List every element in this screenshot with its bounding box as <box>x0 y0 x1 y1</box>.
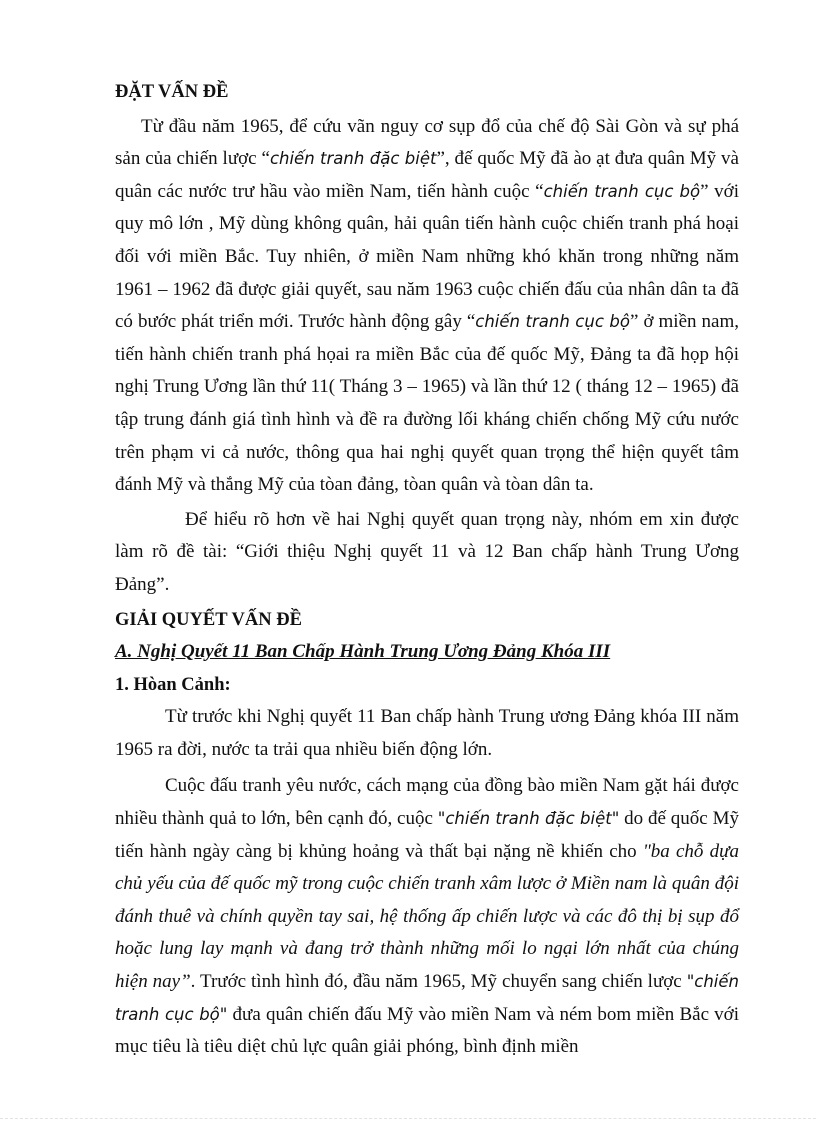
italic-quote: "ba chỗ dựa chủ yếu của đế quốc mỹ trong cuộc chiến tranh xâm lược ở Miền nam là quân đội đánh thuê và chính quyền tay sai, hệ thống ấp chiến lược và các đô thị bị sụp đổ hoặc lung lay mạnh và đang trở thành những mối lo ngại lớn nhất của chúng hiện nay” <box>115 840 739 993</box>
heading-solution: GIẢI QUYẾT VẤN ĐỀ <box>115 609 302 630</box>
italic-term: chiến tranh đặc biệt <box>269 149 437 169</box>
paragraph-context-1: Từ trước khi Nghị quyết 11 Ban chấp hành Trung ương Đảng khóa III năm 1965 ra đời, nước ta trải qua nhiều biến động lớn. <box>115 706 739 760</box>
text-run: ” với quy mô lớn , Mỹ dùng không quân, hải quân tiến hành cuộc chiến tranh phá hoại đối với miền Bắc. Tuy nhiên, ở miền Nam những khó khăn trong những năm 1961 – 1962 đã được giải quyết, sau năm 1963 cuộc chiến đấu của nhân dân ta đã có bước phát triển mới. Trước hành động gây “ <box>115 180 740 333</box>
page-bottom-border <box>0 1118 816 1119</box>
text-run: ” ở miền nam, tiến hành chiến tranh phá họai ra miền Bắc của đế quốc Mỹ, Đảng ta đã họp hội nghị Trung Ương lần thứ 11( Tháng 3 – 1965) và lần thứ 12 ( tháng 12 – 1965) đã tập trung đánh giá tình hình và đề ra đường lối kháng chiến chống Mỹ cứu nước trên phạm vi cả nước, thông qua hai nghị quyết quan trọng thể hiện quyết tâm đánh Mỹ và thắng Mỹ của tòan đảng, tòan quân và tòan dân ta. <box>115 311 739 496</box>
paragraph-intro <box>115 111 739 502</box>
italic-term: "chiến tranh cục bộ" <box>115 972 739 1024</box>
section-a-title: A. Nghị Quyết 11 Ban Chấp Hành Trung Ương Đảng Khóa III <box>115 641 611 663</box>
italic-term: "chiến tranh đặc biệt" <box>437 809 620 829</box>
italic-term: chiến tranh cục bộ <box>475 312 630 332</box>
text-run: đưa quân chiến đấu Mỹ vào miền Nam và ném bom miền Bắc với mục tiêu là tiêu diệt chủ lực quân giải phóng, bình định miền <box>115 1003 739 1058</box>
heading-problem: ĐẶT VẤN ĐỀ <box>115 82 229 102</box>
paragraph-purpose: Để hiểu rõ hơn về hai Nghị quyết quan trọng này, nhóm em xin được làm rõ đề tài: “Giới thiệu Nghị quyết 11 và 12 Ban chấp hành Trung Ương Đảng”. <box>115 508 739 595</box>
text-run: Cuộc đấu tranh yêu nước, cách mạng của đồng bào miền Nam gặt hái được nhiều thành quả to lớn, bên cạnh đó, cuộc <box>115 775 739 830</box>
text-run: ”, đế quốc Mỹ đã ào ạt đưa quân Mỹ và quân các nước trư hầu vào miền Nam, tiến hành cuộc “ <box>115 148 739 202</box>
text-run: . Trước tình hình đó, đầu năm 1965, Mỹ chuyển sang chiến lược <box>190 971 687 993</box>
paragraph-context-2 <box>115 770 739 1063</box>
italic-term: chiến tranh cục bộ <box>543 181 701 201</box>
document-body <box>115 76 739 1064</box>
subheading-context: 1. Hòan Cảnh: <box>115 674 231 695</box>
text-run: do đế quốc Mỹ tiến hành ngày càng bị khủng hoảng và thất bại nặng nề khiến cho <box>115 808 739 862</box>
text-run: Từ đầu năm 1965, để cứu vãn nguy cơ sụp đổ của chế độ Sài Gòn và sự phá sản của chiến lược “ <box>115 115 739 170</box>
